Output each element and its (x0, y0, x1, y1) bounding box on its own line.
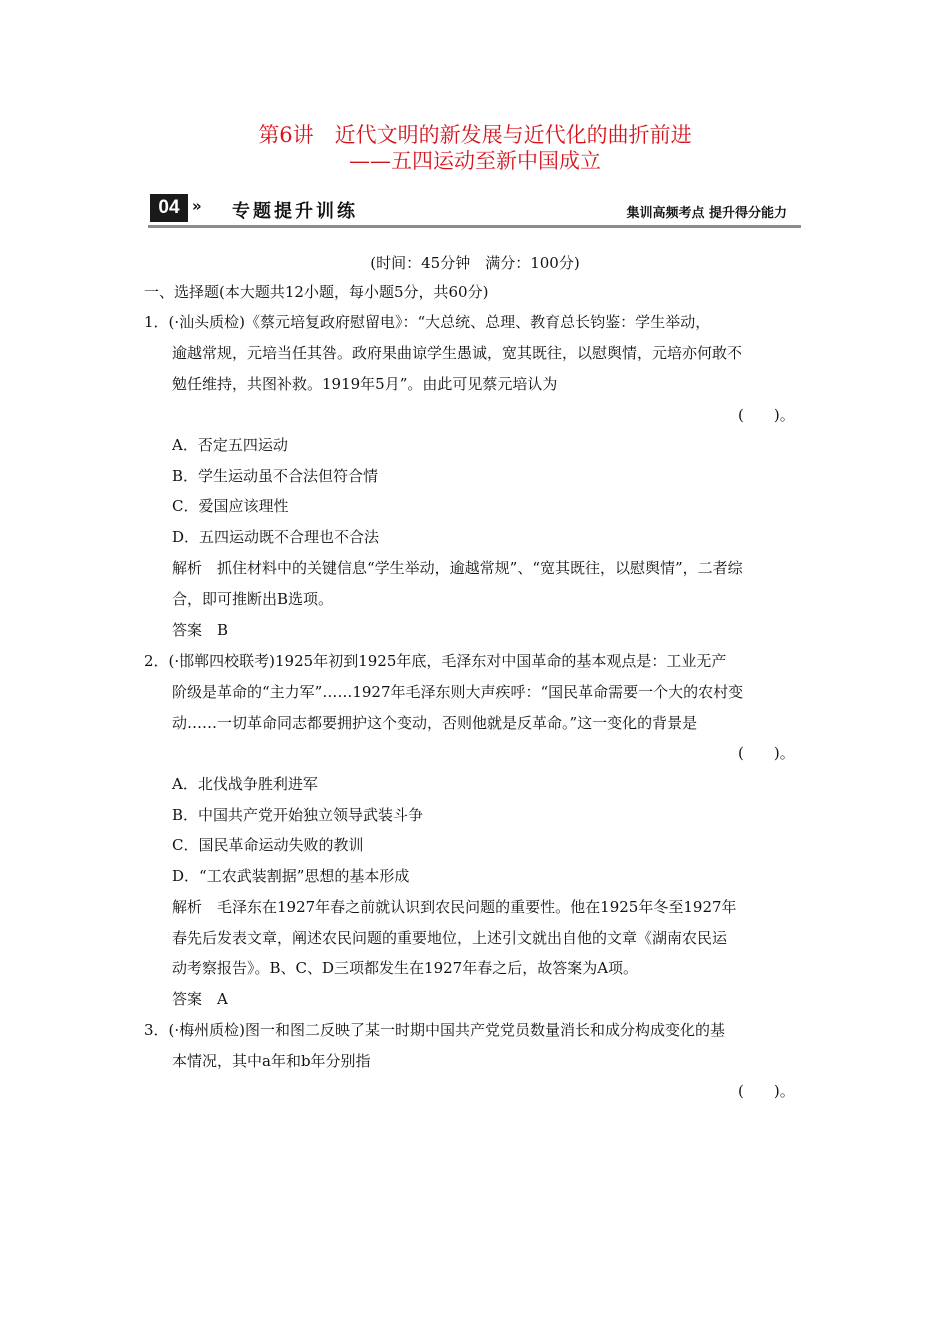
question-1-option-b: B．学生运动虽不合法但符合情 (172, 467, 379, 485)
question-2-analysis-line-3: 动考察报告》。B、C、D三项都发生在1927年春之后，故答案为A项。 (172, 959, 639, 977)
question-1-option-c: C．爱国应该理性 (172, 497, 289, 515)
exam-info: (时间：45分钟 满分：100分) (370, 254, 580, 272)
question-2-analysis-line-2: 春先后发表文章，阐述农民问题的重要地位，上述引文就出自他的文章《湖南农民运 (172, 929, 728, 947)
question-2-answer: 答案 A (172, 990, 228, 1008)
question-1-analysis-line-1: 解析 抓住材料中的关键信息“学生举动，逾越常规”、“宽其既往，以慰舆情”，二者综 (172, 559, 743, 577)
question-2-option-a: A．北伐战争胜利进军 (172, 775, 318, 793)
question-2-analysis-line-1: 解析 毛泽东在1927年春之前就认识到农民问题的重要性。他在1925年冬至1927年 (172, 898, 737, 916)
double-chevron-icon: » (192, 197, 202, 215)
question-2-option-d: D．“工农武装割据”思想的基本形成 (172, 867, 410, 885)
question-2-stem-line-2: 阶级是革命的“主力军”……1927年毛泽东则大声疾呼：“国民革命需要一个大的农村变 (172, 683, 744, 701)
question-2-option-b: B．中国共产党开始独立领导武装斗争 (172, 806, 424, 824)
document-subtitle: ——五四运动至新中国成立 (349, 149, 601, 173)
question-1-answer: 答案 B (172, 621, 229, 639)
question-2-option-c: C．国民革命运动失败的教训 (172, 836, 364, 854)
question-1-option-d: D．五四运动既不合理也不合法 (172, 528, 380, 546)
document-title: 第6讲 近代文明的新发展与近代化的曲折前进 (258, 123, 692, 147)
banner-underline (148, 225, 801, 228)
question-1-option-a: A．否定五四运动 (172, 436, 288, 454)
question-2-answer-blank: ( )。 (738, 744, 795, 762)
section-heading: 一、选择题(本大题共12小题，每小题5分，共60分) (144, 283, 489, 301)
banner-slogan: 集训高频考点 提升得分能力 (626, 206, 787, 221)
question-1-stem-line-2: 逾越常规，元培当任其咎。政府果曲谅学生愚诚，宽其既往，以慰舆情，元培亦何敢不 (172, 344, 743, 362)
section-banner (148, 193, 801, 229)
question-3-stem-line-2: 本情况，其中a年和b年分别指 (172, 1052, 371, 1070)
section-number-badge: 04 (150, 194, 188, 222)
question-1-answer-blank: ( )。 (738, 406, 795, 424)
question-1-analysis-line-2: 合，即可推断出B选项。 (172, 590, 334, 608)
question-3-answer-blank: ( )。 (738, 1082, 795, 1100)
question-2-stem-line-1: 2．(·邯郸四校联考)1925年初到1925年底，毛泽东对中国革命的基本观点是：工业无产 (144, 652, 727, 670)
question-2-stem-line-3: 动……一切革命同志都要拥护这个变动，否则他就是反革命。”这一变化的背景是 (172, 714, 698, 732)
question-1-stem-line-3: 勉任维持，共图补救。1919年5月”。由此可见蔡元培认为 (172, 375, 558, 393)
banner-title: 专题提升训练 (232, 201, 358, 222)
question-3-stem-line-1: 3．(·梅州质检)图一和图二反映了某一时期中国共产党党员数量消长和成分构成变化的基 (144, 1021, 726, 1039)
question-1-stem-line-1: 1．(·汕头质检)《蔡元培复政府慰留电》：“大总统、总理、教育总长钧鉴：学生举动， (144, 313, 711, 331)
